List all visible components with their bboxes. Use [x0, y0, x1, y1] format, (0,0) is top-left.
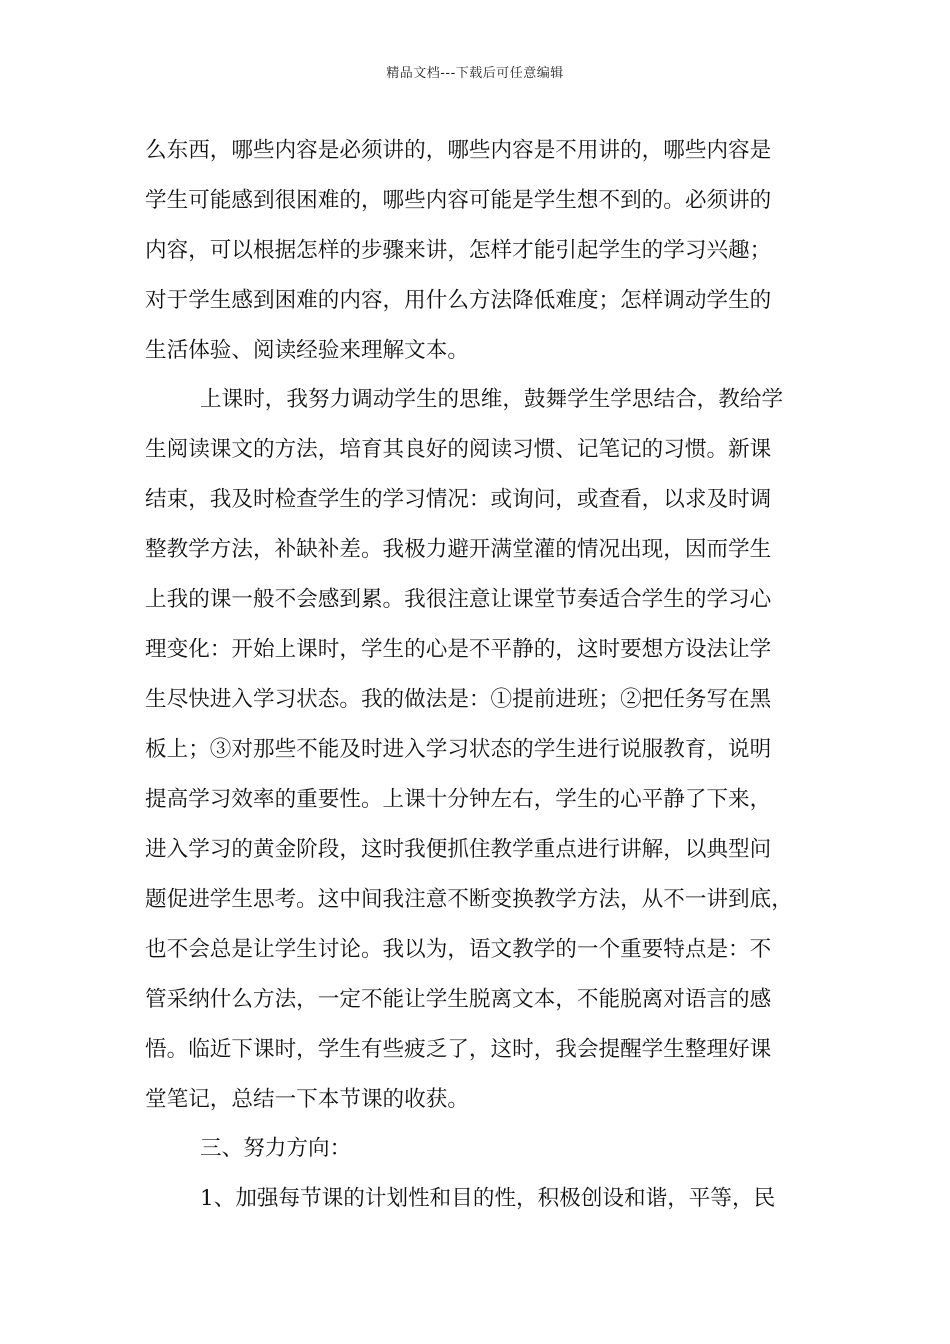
- text-line: 进入学习的黄金阶段，这时我便抓住教学重点进行讲解，以典型问: [145, 837, 772, 862]
- text-line: 理变化：开始上课时，学生的心是不平静的，这时要想方设法让学: [145, 637, 772, 662]
- text-line: 生活体验、阅读经验来理解文本。: [145, 338, 469, 363]
- text-line: 堂笔记，总结一下本节课的收获。: [145, 1087, 469, 1112]
- text-line: 也不会总是让学生讨论。我以为，语文教学的一个重要特点是：不: [145, 937, 772, 962]
- text-line: 管采纳什么方法，一定不能让学生脱离文本，不能脱离对语言的感: [145, 987, 772, 1012]
- text-line: 生尽快进入学习状态。我的做法是：①提前进班；②把任务写在黑: [145, 687, 772, 712]
- text-line: 三、努力方向：: [200, 1136, 352, 1161]
- text-line: 上课时，我努力调动学生的思维，鼓舞学生学思结合，教给学: [200, 387, 784, 412]
- text-line: 么东西，哪些内容是必须讲的，哪些内容是不用讲的，哪些内容是: [145, 138, 772, 163]
- text-line: 板上；③对那些不能及时进入学习状态的学生进行说服教育，说明: [145, 737, 772, 762]
- text-line: 生阅读课文的方法，培育其良好的阅读习惯、记笔记的习惯。新课: [145, 437, 772, 462]
- page-header: 精品文档---下载后可任意编辑: [386, 66, 564, 81]
- text-line: 悟。临近下课时，学生有些疲乏了，这时，我会提醒学生整理好课: [145, 1037, 772, 1062]
- text-line: 提高学习效率的重要性。上课十分钟左右，学生的心平静了下来，: [145, 787, 772, 812]
- text-line: 学生可能感到很困难的，哪些内容可能是学生想不到的。必须讲的: [145, 188, 772, 213]
- text-line: 1、加强每节课的计划性和目的性，积极创设和谐，平等，民: [200, 1186, 776, 1211]
- text-line: 对于学生感到困难的内容，用什么方法降低难度；怎样调动学生的: [145, 288, 772, 313]
- text-line: 结束，我及时检查学生的学习情况：或询问，或查看，以求及时调: [145, 487, 772, 512]
- text-line: 整教学方法，补缺补差。我极力避开满堂灌的情况出现，因而学生: [145, 537, 772, 562]
- text-line: 内容，可以根据怎样的步骤来讲，怎样才能引起学生的学习兴趣；: [145, 238, 772, 263]
- text-line: 题促进学生思考。这中间我注意不断变换教学方法，从不一讲到底，: [145, 887, 793, 912]
- text-line: 上我的课一般不会感到累。我很注意让课堂节奏适合学生的学习心: [145, 587, 772, 612]
